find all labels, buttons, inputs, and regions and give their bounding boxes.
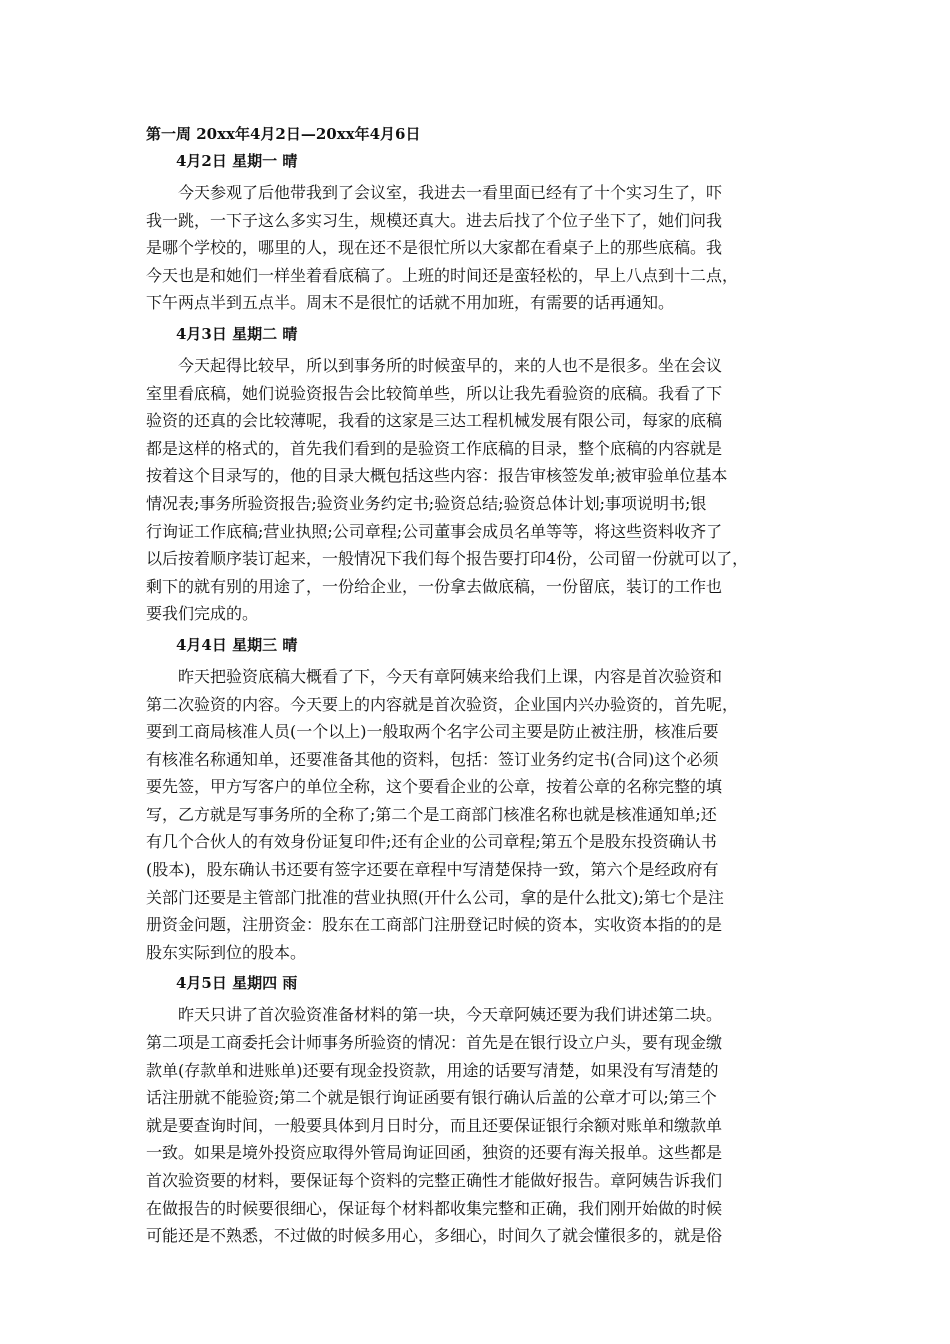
paragraph-line: 关部门还要是主管部门批准的营业执照(开什么公司，拿的是什么批文);第七个是注 xyxy=(146,887,724,907)
paragraph-line: 一致。如果是境外投资应取得外管局询证回函，独资的还要有海关报单。这些都是 xyxy=(146,1143,723,1163)
day-entry-apr-4 xyxy=(146,635,818,967)
paragraph-line: 今天参观了后他带我到了会议室，我进去一看里面已经有了十个实习生了，吓 xyxy=(178,183,723,202)
paragraph-line: 要到工商局核准人员(一个以上)一般取两个名字公司主要是防止被注册，核准后要 xyxy=(146,722,719,742)
day-heading: 4月5日 星期四 雨 xyxy=(176,974,298,993)
day-entry-apr-2 xyxy=(146,151,818,317)
paragraph-line: 款单(存款单和进账单)还要有现金投资款，用途的话要写清楚，如果没有写清楚的 xyxy=(146,1060,719,1080)
paragraph-line: 第二项是工商委托会计师事务所验资的情况：首先是在银行设立户头，要有现金缴 xyxy=(146,1033,723,1053)
day-paragraph xyxy=(146,663,818,967)
day-heading: 4月4日 星期三 晴 xyxy=(176,635,298,654)
paragraph-line: 首次验资要的材料，要保证每个资料的完整正确性才能做好报告。章阿姨告诉我们 xyxy=(146,1171,723,1190)
day-heading: 4月3日 星期二 晴 xyxy=(176,324,298,343)
paragraph-line: 都是这样的格式的，首先我们看到的是验资工作底稿的目录，整个底稿的内容就是 xyxy=(146,438,723,458)
day-entry-apr-3 xyxy=(146,324,818,628)
paragraph-line: 昨天只讲了首次验资准备材料的第一块，今天章阿姨还要为我们讲述第二块。 xyxy=(178,1005,723,1025)
paragraph-line: 情况表;事务所验资报告;验资业务约定书;验资总结;验资总体计划;事项说明书;银 xyxy=(146,493,707,513)
paragraph-line: 今天也是和她们一样坐着看底稿了。上班的时间还是蛮轻松的，早上八点到十二点， xyxy=(146,265,739,285)
paragraph-line: (股本)，股东确认书还要有签字还要在章程中写清楚保持一致，第六个是经政府有 xyxy=(146,860,719,880)
paragraph-line: 话注册就不能验资;第二个就是银行询证函要有银行确认后盖的公章才可以;第三个 xyxy=(146,1088,717,1108)
paragraph-line: 要我们完成的。 xyxy=(146,604,259,624)
day-paragraph xyxy=(146,1001,818,1249)
paragraph-line: 按着这个目录写的，他的目录大概包括这些内容：报告审核签发单;被审验单位基本 xyxy=(146,466,728,486)
week-title: 第一周 20xx年4月2日—20xx年4月6日 xyxy=(146,125,421,143)
paragraph-line: 册资金问题，注册资金：股东在工商部门注册登记时候的资本，实收资本指的的是 xyxy=(146,915,723,935)
paragraph-line: 要先签，甲方写客户的单位全称，这个要看企业的公章，按着公章的名称完整的填 xyxy=(146,777,723,797)
paragraph-line: 室里看底稿，她们说验资报告会比较简单些，所以让我先看验资的底稿。我看了下 xyxy=(146,383,723,403)
day-paragraph xyxy=(146,352,818,628)
paragraph-line: 行询证工作底稿;营业执照;公司章程;公司董事会成员名单等等，将这些资料收齐了 xyxy=(146,521,723,541)
paragraph-line: 写，乙方就是写事务所的全称了;第二个是工商部门核准名称也就是核准通知单;还 xyxy=(146,804,717,824)
paragraph-line: 可能还是不熟悉，不过做的时候多用心，多细心，时间久了就会懂很多的，就是俗 xyxy=(146,1226,723,1246)
paragraph-line: 股东实际到位的股本。 xyxy=(146,942,307,962)
day-paragraph xyxy=(146,179,818,317)
paragraph-line: 在做报告的时候要很细心，保证每个材料都收集完整和正确，我们刚开始做的时候 xyxy=(146,1198,723,1218)
paragraph-line: 我一跳，一下子这么多实习生，规模还真大。进去后找了个位子坐下了，她们问我 xyxy=(146,210,723,230)
paragraph-line: 昨天把验资底稿大概看了下，今天有章阿姨来给我们上课，内容是首次验资和 xyxy=(178,666,723,686)
paragraph-line: 验资的还真的会比较薄呢，我看的这家是三达工程机械发展有限公司，每家的底稿 xyxy=(146,411,723,431)
paragraph-line: 下午两点半到五点半。周末不是很忙的话就不用加班，有需要的话再通知。 xyxy=(146,293,675,313)
paragraph-line: 剩下的就有别的用途了，一份给企业，一份拿去做底稿，一份留底，装订的工作也 xyxy=(146,576,723,596)
paragraph-line: 有核准名称通知单，还要准备其他的资料，包括：签订业务约定书(合同)这个必须 xyxy=(146,749,719,769)
paragraph-line: 有几个合伙人的有效身份证复印件;还有企业的公司章程;第五个是股东投资确认书 xyxy=(146,832,717,852)
paragraph-line: 今天起得比较早，所以到事务所的时候蛮早的，来的人也不是很多。坐在会议 xyxy=(178,355,723,375)
day-entry-apr-5 xyxy=(146,973,818,1249)
day-heading: 4月2日 星期一 晴 xyxy=(176,152,298,170)
paragraph-line: 第二次验资的内容。今天要上的内容就是首次验资，企业国内兴办验资的，首先呢， xyxy=(146,694,739,714)
document-page xyxy=(146,124,818,1257)
paragraph-line: 就是要查询时间，一般要具体到月日时分，而且还要保证银行余额对账单和缴款单 xyxy=(146,1115,723,1135)
paragraph-line: 是哪个学校的，哪里的人，现在还不是很忙所以大家都在看桌子上的那些底稿。我 xyxy=(146,238,723,258)
paragraph-line: 以后按着顺序装订起来，一般情况下我们每个报告要打印4份，公司留一份就可以了， xyxy=(146,549,749,569)
